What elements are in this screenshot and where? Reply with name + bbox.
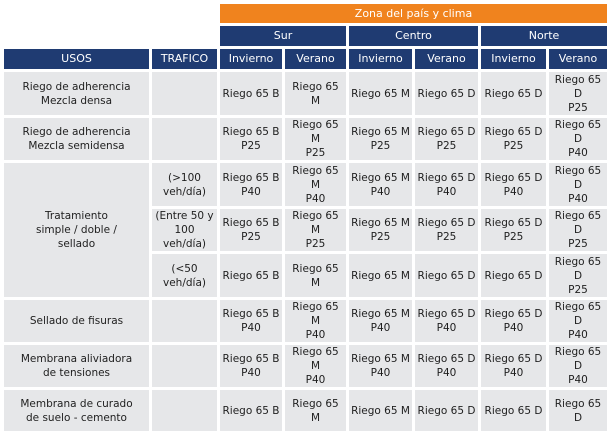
value-cell: Riego 65 B: [220, 390, 282, 431]
season-header: Invierno: [349, 49, 412, 69]
trafico-cell: [152, 390, 217, 431]
value-cell: Riego 65 M: [349, 390, 412, 431]
value-cell: Riego 65 D P40: [415, 163, 478, 206]
value-cell: Riego 65 D P25: [415, 209, 478, 251]
value-cell: Riego 65 M P40: [285, 300, 346, 342]
region-header-sur: Sur: [220, 26, 346, 46]
value-cell: Riego 65 D P40: [481, 163, 546, 206]
value-cell: Riego 65 M P40: [349, 345, 412, 387]
value-cell: Riego 65 M P25: [349, 209, 412, 251]
value-cell: Riego 65 D P40: [481, 300, 546, 342]
value-cell: Riego 65 B: [220, 72, 282, 115]
value-cell: Riego 65 B P40: [220, 300, 282, 342]
value-cell: Riego 65 B P25: [220, 118, 282, 160]
region-header-norte: Norte: [481, 26, 607, 46]
value-cell: Riego 65 M: [349, 254, 412, 297]
value-cell: Riego 65 M P25: [285, 209, 346, 251]
value-cell: Riego 65 B P40: [220, 345, 282, 387]
uso-cell: Membrana de curado de suelo - cemento: [4, 390, 149, 431]
season-header: Invierno: [220, 49, 282, 69]
value-cell: Riego 65 D P40: [481, 345, 546, 387]
value-cell: Riego 65 D: [481, 254, 546, 297]
trafico-cell: [152, 72, 217, 115]
region-header-centro: Centro: [349, 26, 478, 46]
season-header: Invierno: [481, 49, 546, 69]
value-cell: Riego 65 D P25: [549, 209, 607, 251]
value-cell: Riego 65 D P40: [549, 118, 607, 160]
value-cell: Riego 65 M: [285, 254, 346, 297]
value-cell: Riego 65 M: [349, 72, 412, 115]
value-cell: Riego 65 D P40: [549, 345, 607, 387]
value-cell: Riego 65 D: [415, 72, 478, 115]
uso-cell: Riego de adherencia Mezcla densa: [4, 72, 149, 115]
value-cell: Riego 65 B P25: [220, 209, 282, 251]
value-cell: Riego 65 M P40: [285, 163, 346, 206]
value-cell: Riego 65 D: [481, 72, 546, 115]
value-cell: Riego 65 D P40: [415, 300, 478, 342]
trafico-cell: [152, 118, 217, 160]
uso-cell: Tratamiento simple / doble / sellado: [4, 163, 149, 297]
season-header: Verano: [549, 49, 607, 69]
value-cell: Riego 65 M P40: [285, 345, 346, 387]
trafico-cell: (>100 veh/día): [152, 163, 217, 206]
value-cell: Riego 65 M: [285, 390, 346, 431]
season-header: Verano: [285, 49, 346, 69]
value-cell: Riego 65 D P25: [549, 254, 607, 297]
trafico-cell: [152, 300, 217, 342]
value-cell: Riego 65 D P25: [549, 72, 607, 115]
value-cell: Riego 65 M P40: [349, 163, 412, 206]
value-cell: Riego 65 M P25: [349, 118, 412, 160]
value-cell: Riego 65 D: [481, 390, 546, 431]
value-cell: Riego 65 D P25: [415, 118, 478, 160]
trafico-cell: [152, 345, 217, 387]
value-cell: Riego 65 D P40: [549, 163, 607, 206]
uso-cell: Membrana aliviadora de tensiones: [4, 345, 149, 387]
uso-cell: Riego de adherencia Mezcla semidensa: [4, 118, 149, 160]
value-cell: Riego 65 M P40: [349, 300, 412, 342]
value-cell: Riego 65 D P40: [415, 345, 478, 387]
zone-header: Zona del país y clima: [220, 4, 607, 23]
trafico-cell: (Entre 50 y 100 veh/día): [152, 209, 217, 251]
value-cell: Riego 65 M P25: [285, 118, 346, 160]
value-cell: Riego 65 B: [220, 254, 282, 297]
uso-cell: Sellado de fisuras: [4, 300, 149, 342]
trafico-cell: (<50 veh/día): [152, 254, 217, 297]
value-cell: Riego 65 D P25: [481, 118, 546, 160]
value-cell: Riego 65 D P25: [481, 209, 546, 251]
value-cell: Riego 65 B P40: [220, 163, 282, 206]
trafico-header: TRAFICO: [152, 49, 217, 69]
value-cell: Riego 65 D P40: [549, 300, 607, 342]
value-cell: Riego 65 D: [415, 254, 478, 297]
value-cell: Riego 65 M: [285, 72, 346, 115]
season-header: Verano: [415, 49, 478, 69]
usos-header: USOS: [4, 49, 149, 69]
value-cell: Riego 65 D: [415, 390, 478, 431]
value-cell: Riego 65 D: [549, 390, 607, 431]
